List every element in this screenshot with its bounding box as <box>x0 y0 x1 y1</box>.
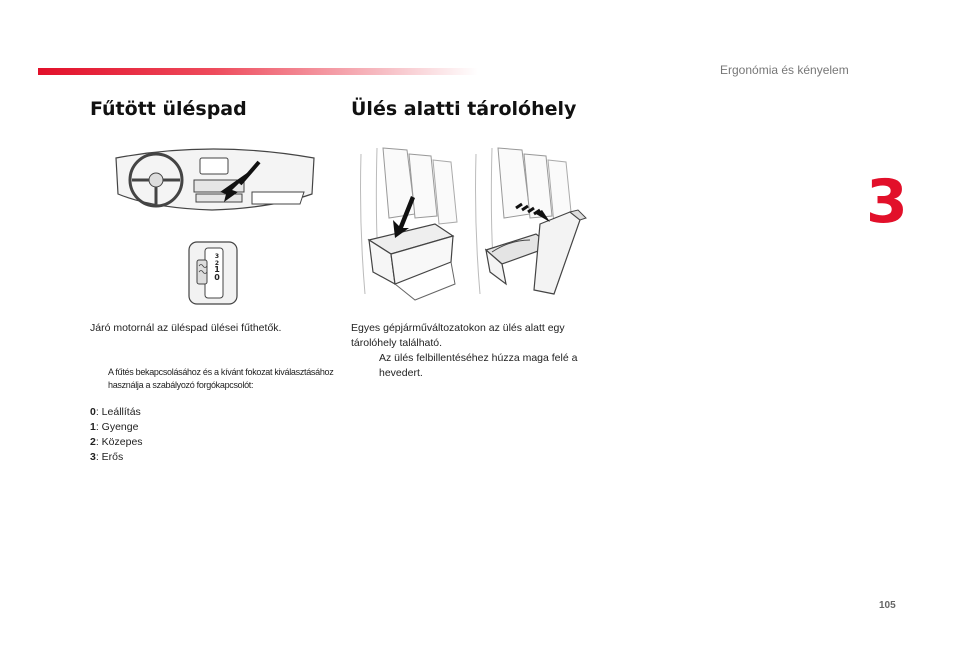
storage-instruction <box>351 351 611 381</box>
dashboard-illustration <box>112 144 318 216</box>
switch-label-3: 3 <box>214 253 220 260</box>
storage-instruction-text: Az ülés felbillentéséhez húzza maga felé a hevedert. <box>379 352 578 379</box>
storage-intro: Egyes gépjárműváltozatokon az ülés alatt egy tárolóhely található. <box>351 322 565 349</box>
list-item: 0: Leállítás <box>90 406 141 418</box>
switch-label-0: 0 <box>214 273 220 282</box>
bullet-arrow-icon <box>351 351 371 381</box>
page-number: 105 <box>879 600 896 611</box>
chapter-title: Ergonómia és kényelem <box>720 63 849 77</box>
section-title-under-seat-storage: Ülés alatti tárolóhely <box>351 98 577 120</box>
heat-switch-illustration <box>187 240 239 306</box>
chapter-number: 3 <box>866 167 908 237</box>
section-title-heated-bench: Fűtött üléspad <box>90 98 247 120</box>
heated-bench-instruction <box>90 366 350 392</box>
bullet-arrow-icon <box>90 366 100 392</box>
switch-label-2: 2 <box>214 260 220 267</box>
list-item: 3: Erős <box>90 451 124 463</box>
list-item: 2: Közepes <box>90 436 143 448</box>
heated-bench-instruction-text: A fűtés bekapcsolásához és a kívánt fokozat kiválasztásához használja a szabályozó forgókapcsolót: <box>108 367 334 390</box>
list-item: 1: Gyenge <box>90 421 139 433</box>
seat-storage-illustration-open <box>470 144 588 304</box>
heat-level-list <box>90 405 290 465</box>
switch-label-1: 1 <box>214 265 220 274</box>
heated-bench-intro: Járó motornál az üléspad ülései fűthetők. <box>90 322 282 334</box>
header-accent-bar <box>38 68 478 75</box>
seat-storage-illustration-closed <box>355 144 467 304</box>
